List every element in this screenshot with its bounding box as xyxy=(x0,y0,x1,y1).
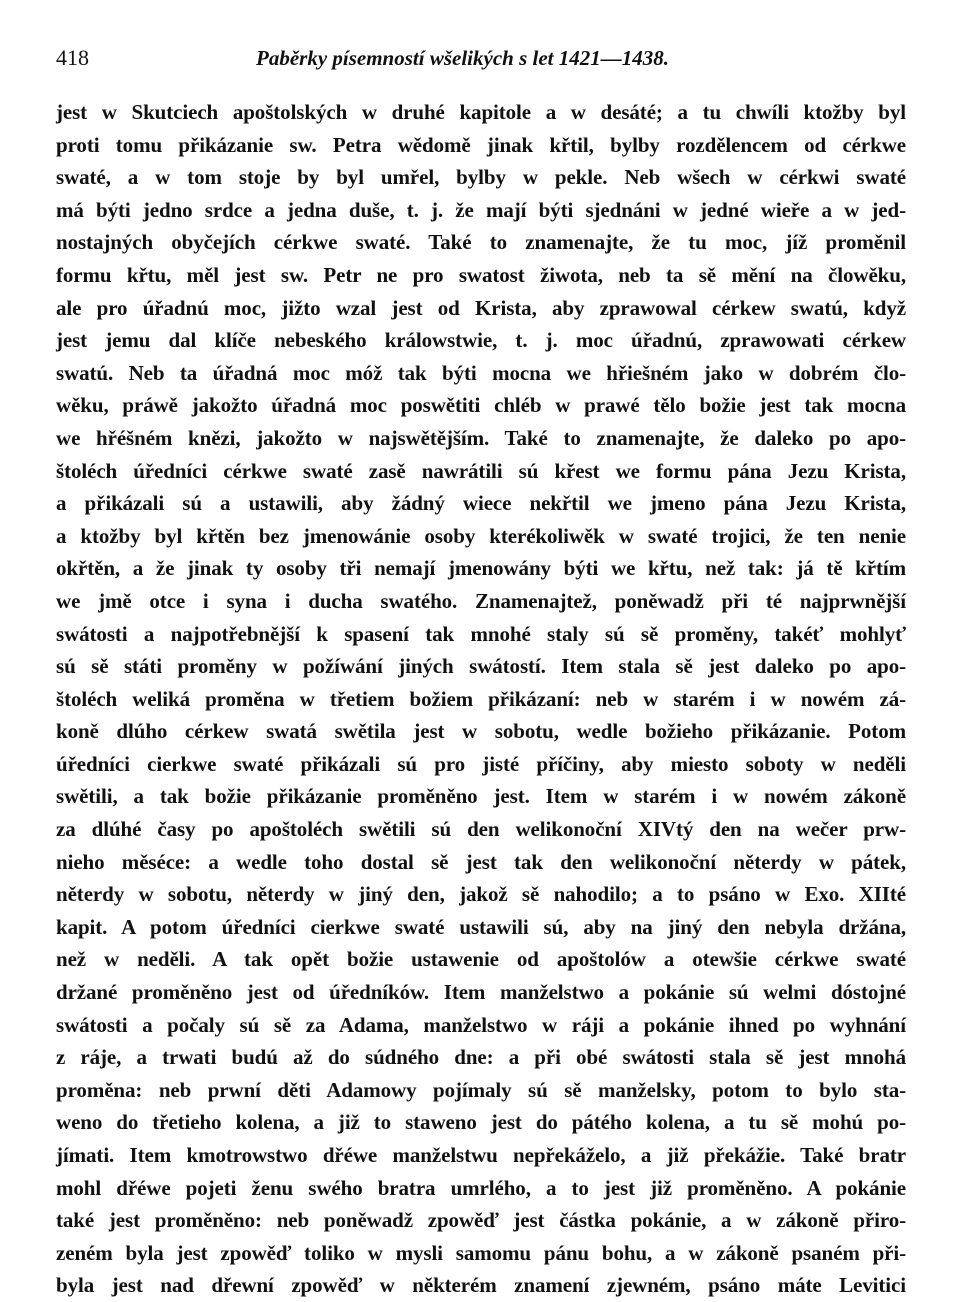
text-line: jest w Skutciech apoštolských w druhé kapitole a w desáté; a tu chwíli ktožby byl xyxy=(56,100,906,124)
text-line: štoléch weliká proměna w třetiem božiem přikázaní: neb w starém i w nowém zá- xyxy=(56,686,906,711)
text-line: kapit. A potom úředníci cierkwe swaté ustawili sú, aby na jiný den nebyla držána, xyxy=(56,914,906,939)
text-line: štoléch úředníci cérkwe swaté zasě nawrátili sú křest we formu pána Jezu Krista, xyxy=(56,458,906,483)
text-line: we jmě otce i syna i ducha swatého. Znamenajtež, poněwadž při té najprwnější xyxy=(56,588,906,613)
text-line: we hřéšném knězi, jakožto w najswětějším. Také to znamenajte, že daleko po apo- xyxy=(56,425,906,450)
text-line: proměna: neb prwní děti Adamowy pojímaly sú sě manželsky, potom to bylo sta- xyxy=(56,1077,906,1102)
text-line: než w neděli. A tak opět božie ustawenie od apoštolów a otewšie cérkwe swaté xyxy=(56,947,906,972)
text-line: wěku, práwě jakožto úřadná moc poswětiti chléb w prawé tělo božie jest tak mocna xyxy=(56,393,906,418)
text-line: weno do třetieho kolena, a již to staweno jest do pátého kolena, a tu sě mohú po- xyxy=(56,1110,906,1135)
text-line: zeném byla jest zpowěď toliko w mysli samomu pánu bohu, a w zákoně psaném při- xyxy=(56,1240,906,1265)
text-line: ale pro úřadnú moc, jižto wzal jest od Krista, aby zprawowal cérkew swatú, když xyxy=(56,295,906,320)
page-number: 418 xyxy=(56,45,89,70)
text-line: swětili, a tak božie přikázanie proměněno jest. Item w starém i w nowém zákoně xyxy=(56,784,906,809)
text-line: jímati. Item kmotrowstwo dřéwe manželstwu nepřekáželo, a již překážie. Také bratr xyxy=(56,1143,906,1167)
text-line: nostajných obyčejích cérkwe swaté. Také to znamenajte, že tu moc, jíž proměnil xyxy=(56,230,906,255)
text-line: sú sě státi proměny w požíwání jiných swátostí. Item stala sě jest daleko po apo- xyxy=(56,654,906,679)
text-line: jest jemu dal klíče nebeského králowstwie, t. j. moc úřadnú, zprawowati cérkew xyxy=(56,328,906,353)
text-line: má býti jedno srdce a jedna duše, t. j. že mají býti sjednáni w jedné wieře a w jed- xyxy=(56,197,906,222)
text-line: swátosti a najpotřebnější k spasení tak mnohé staly sú sě proměny, takéť mohlyť xyxy=(56,621,906,646)
text-line: také jest proměněno: neb poněwadž zpowěď jest částka pokánie, a w zákoně přiro- xyxy=(56,1208,906,1233)
text-line: a přikázali sú a ustawili, aby žádný wiece nekřtil we jmeno pána Jezu Krista, xyxy=(56,491,906,516)
text-line: úředníci cierkwe swaté přikázali sú pro jisté příčiny, aby miesto soboty w neděli xyxy=(56,751,906,776)
text-line: swaté, a w tom stoje by byl umřel, bylby w pekle. Neb wšech w cérkwi swaté xyxy=(56,165,906,190)
text-line: swátosti a počaly sú sě za Adama, manželstwo w ráji a pokánie ihned po wyhnání xyxy=(56,1012,906,1037)
running-head xyxy=(56,42,906,78)
text-line: mohl dřéwe pojeti ženu swého bratra umrlého, a to jest již proměněno. A pokánie xyxy=(56,1175,906,1200)
text-line: koně dlúho cérkew swatá swětila jest w sobotu, wedle božieho přikázanie. Potom xyxy=(56,719,906,744)
text-line: okřtěn, a že jinak ty osoby tři nemají jmenowány býti we křtu, než tak: já tě křtím xyxy=(56,556,906,581)
text-line: proti tomu přikázanie sw. Petra wědomě jinak křtil, bylby rozdělencem od cérkwe xyxy=(56,132,906,157)
text-line: za dlúhé časy po apoštoléch swětili sú den welikonoční XIVtý den na wečer prw- xyxy=(56,817,906,842)
text-line: swatú. Neb ta úřadná moc móž tak býti mocna we hřiešném jako w dobrém člo- xyxy=(56,360,906,385)
text-line: nieho měséce: a wedle toho dostal sě jest tak den welikonoční něterdy w pátek, xyxy=(56,849,906,874)
text-line: držané proměněno jest od úředníków. Item manželstwo a pokánie sú welmi dóstojné xyxy=(56,980,906,1005)
text-line: formu křtu, měl jest sw. Petr ne pro swatost žiwota, neb ta sě mění na člowěku, xyxy=(56,262,906,287)
text-line: a ktožby byl křtěn bez jmenowánie osoby kterékoliwěk w swaté trojici, že ten nenie xyxy=(56,523,906,548)
text-line: byla jest nad dřewní zpowěď w některém znamení zjewném, psáno máte Levitici xyxy=(56,1273,906,1298)
text-line: z ráje, a trwati budú až do súdného dne: a při obé swátosti stala sě jest mnohá xyxy=(56,1045,906,1070)
body-text xyxy=(56,96,906,1302)
text-line: něterdy w sobotu, něterdy w jiný den, jakož sě nahodilo; a to psáno w Exo. XIIté xyxy=(56,882,906,907)
running-title: Paběrky písemností wšelikých s let 1421—1438. xyxy=(256,46,669,70)
